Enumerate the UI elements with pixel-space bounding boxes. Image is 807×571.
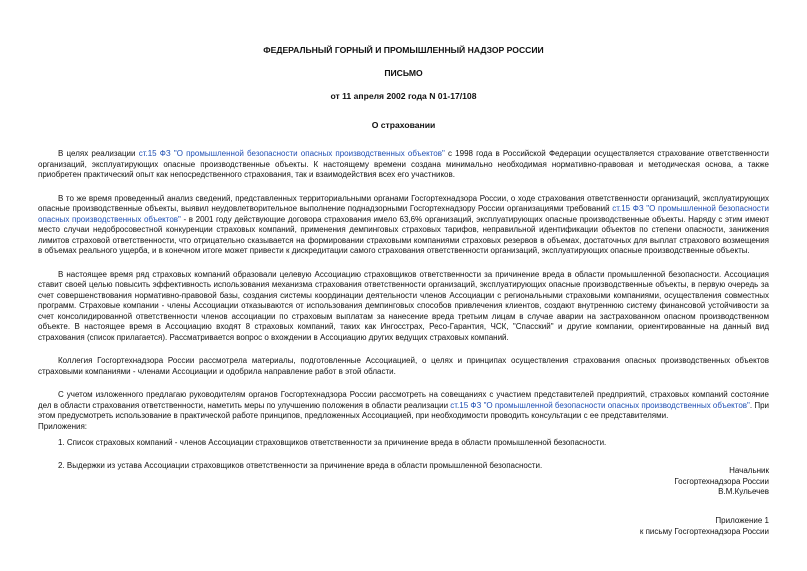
paragraph-2-text-b: - в 2001 году действующие договора страхования имело 63,6% организаций, эксплуатирующих опасные производственные объекты. Наряду с этим имеют место случаи недобросовестной конкуренции страховых компаний, применения демпинговых страховых тарифов, неправильной идентификации объектов по степени опасности, занижения лимитов страховой ответственности, что отрицательно сказывается на формировании страховыми компаниями страховых резервов в объемах, достаточных для выплат страхового возмещения в объемах реального ущерба, и в конечном итоге может привести к дискредитации самого страхования ответственности организаций, эксплуатирующих опасные производственные объекты. [38, 214, 770, 255]
law-link[interactable]: ст.15 ФЗ "О промышленной безопасности опасных производственных объектов" [138, 149, 445, 158]
document-type: ПИСЬМО [384, 68, 423, 78]
paragraph-5 [38, 390, 769, 422]
paragraph-4: Коллегия Госгортехнадзора России рассмотрела материалы, подготовленные Ассоциацией, о целях и принципах осуществления страхования опасных производственных объектов страховыми компаниями - членами Ассоциации и одобрила направление работ в этой области. [38, 356, 769, 376]
signature-agency: Госгортехнадзора России [674, 476, 769, 486]
attachments-label: Приложения: [38, 421, 88, 431]
signature-name: В.М.Кульечев [718, 487, 769, 496]
paragraph-2 [38, 194, 769, 257]
law-link[interactable]: ст.15 ФЗ "О промышленной безопасности опасных производственных объектов" [38, 204, 770, 224]
paragraph-1-text-a: В целях реализации [58, 149, 139, 158]
appendix-reference: к письму Госгортехнадзора России [639, 526, 769, 536]
law-link[interactable]: ст.15 ФЗ "О промышленной безопасности опасных производственных объектов" [450, 400, 750, 410]
document-subject: О страховании [371, 120, 436, 130]
document-date-number: от 11 апреля 2002 года N 01-17/108 [330, 91, 477, 101]
appendix-title: Приложение 1 [715, 516, 769, 525]
attachment-item-2: 2. Выдержки из устава Ассоциации страховщиков ответственности за причинение вреда в области промышленной безопасности. [58, 460, 543, 470]
paragraph-5-text-b: . При этом предусмотреть использование в практической работе принципов, предложенных Ассоциацией, при необходимости проводить консультации с ее представителями. [38, 400, 769, 420]
paragraph-2-text-a: В то же время проведенный анализ сведений, представленных территориальными органами Госгортехнадзора России, о ходе страхования ответственности организаций, эксплуатирующих опасные производственные объекты, выявил неудовлетворительное выполнение поднадзорными Госгортехнадзору России организациями требований [38, 193, 769, 213]
attachment-item-1: 1. Список страховых компаний - членов Ассоциации страховщиков ответственности за причинение вреда в области промышленной безопасности. [58, 438, 607, 447]
paragraph-5-text-a: С учетом изложенного предлагаю руководителям органов Госгортехнадзора России рассмотреть на совещаниях с участием представителей предприятий, страховых компаний состояние дел в области страхования ответственности, наметить меры по улучшению положения в области реализации [38, 390, 769, 410]
paragraph-3: В настоящее время ряд страховых компаний образовали целевую Ассоциацию страховщиков ответственности за причинение вреда в области промышленной безопасности. Ассоциация ставит своей целью повысить эффективность использования механизма страхования ответственности организаций, эксплуатирующих опасные производственные объекты, в первую очередь за счет совершенствования нормативно-правовой базы, создания системы координации деятельности членов Ассоциации с региональными страховыми компаниями, осуществления совместных программ. Страховые компании - члены Ассоциации отказываются от использования демпинговых способов привлечения клиентов, создают внутреннюю систему финансовой устойчивости за счет консолидированной ответственности членов ассоциации по страховым выплатам за нанесение вреда третьим лицам в случае аварии на застрахованном опасном производственном объекте. В настоящее время в Ассоциацию входят 8 страховых компаний, таких как Ингосстрах, Ресо-Гарантия, ЧСК, "Спасский" и другие компании, ориентированные на данный вид страхования (список прилагается). Рассматривается вопрос о вхождении в Ассоциацию других ведущих страховых компаний. [38, 269, 769, 342]
appendix-heading [640, 516, 769, 537]
signature-block [674, 466, 769, 498]
issuing-organization: ФЕДЕРАЛЬНЫЙ ГОРНЫЙ И ПРОМЫШЛЕННЫЙ НАДЗОР РОССИИ [263, 45, 544, 55]
paragraph-1-text-b: с 1998 года в Российской Федерации осуществляется страхование ответственности организаций, эксплуатирующих опасные производственные объекты. К настоящему времени создана минимально необходимая нормативно-правовая и методическая основа, а также приобретен практический опыт как непосредственного страхования, так и взаимодействия всех его участников. [38, 149, 770, 179]
signature-position: Начальник [729, 466, 769, 475]
paragraph-1 [38, 149, 769, 181]
